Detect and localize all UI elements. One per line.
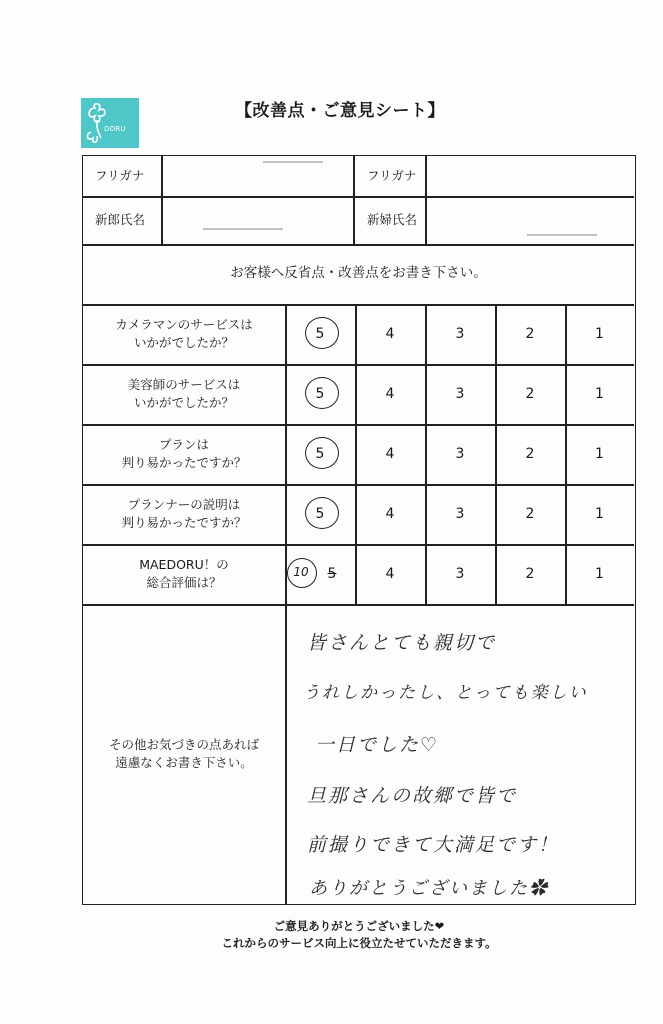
feedback-form [82, 155, 636, 905]
logo-text: DORU [104, 125, 126, 133]
comments-prompt: その他お気づきの点あれば 遠慮なくお書き下さい。 [108, 736, 259, 770]
bride-name-field [427, 198, 632, 242]
comments-area[interactable] [287, 606, 632, 902]
handwritten-score: 10 [293, 565, 309, 579]
score-option-2[interactable]: 2 [525, 446, 535, 462]
footer-thanks: ご意見ありがとうございました❤ [273, 919, 445, 933]
selected-score-circle [305, 497, 339, 529]
score-option-3[interactable]: 3 [455, 446, 465, 462]
score-option-4[interactable]: 4 [385, 446, 395, 462]
bride-name-label: 新婦氏名 [367, 211, 418, 227]
score-option-3[interactable]: 3 [455, 386, 465, 402]
score-option-5[interactable]: 5 [315, 446, 325, 462]
handwritten-line: 旦那さんの故郷で皆で [307, 785, 518, 807]
handwritten-line: 皆さんとても親切で [307, 632, 497, 654]
score-option-2[interactable]: 2 [525, 326, 535, 342]
score-option-2[interactable]: 2 [525, 566, 535, 582]
furigana-right-field [427, 158, 632, 194]
question-label: MAEDORU！の 総合評価は？ [139, 556, 229, 590]
score-option-5[interactable]: 5 [315, 386, 325, 402]
handwritten-line: 前撮りできて大満足です！ [307, 834, 560, 856]
score-option-4[interactable]: 4 [385, 566, 395, 582]
sheet-title: 【改善点・ご意見シート】 [235, 101, 445, 121]
score-option-1[interactable]: 1 [595, 506, 604, 522]
handwritten-line: ありがとうございました✿ [309, 878, 549, 899]
score-option-1[interactable]: 1 [595, 446, 604, 462]
question-label: カメラマンのサービスは いかがでしたか？ [115, 316, 253, 350]
score-option-2[interactable]: 2 [525, 506, 535, 522]
score-option-2[interactable]: 2 [525, 386, 535, 402]
score-option-4[interactable]: 4 [385, 326, 395, 342]
question-label: プランナーの説明は 判り易かったですか？ [121, 496, 247, 530]
furigana-label-left: フリガナ [95, 167, 145, 183]
score-option-1[interactable]: 1 [595, 566, 604, 582]
score-option-3[interactable]: 3 [455, 506, 465, 522]
question-label: プランは 判り易かったですか？ [121, 436, 247, 470]
question-label: 美容師のサービスは いかがでしたか？ [127, 376, 241, 410]
groom-name-field [163, 198, 351, 242]
footer-note: これからのサービス向上に役立たせていただきます。 [221, 936, 497, 950]
selected-score-circle [305, 437, 339, 469]
score-option-4[interactable]: 4 [385, 386, 395, 402]
selected-score-circle [305, 317, 339, 349]
selected-score-circle [305, 377, 339, 409]
score-option-3[interactable]: 3 [455, 566, 465, 582]
handwritten-line: 一日でした♡ [315, 734, 440, 756]
brand-logo [81, 98, 139, 148]
score-option-1[interactable]: 1 [595, 386, 604, 402]
score-option-3[interactable]: 3 [455, 326, 465, 342]
furigana-label-right: フリガナ [367, 167, 417, 183]
score-option-5[interactable]: 5 [327, 566, 337, 582]
score-option-1[interactable]: 1 [595, 326, 604, 342]
handwritten-line: うれしかったし、とっても楽しい [303, 683, 588, 703]
furigana-left-field [163, 158, 351, 194]
clover-icon [81, 98, 139, 148]
groom-name-label: 新郎氏名 [95, 211, 146, 227]
score-option-5[interactable]: 5 [315, 506, 325, 522]
instruction-text: お客様へ反省点・改善点をお書き下さい。 [230, 265, 487, 282]
score-option-4[interactable]: 4 [385, 506, 395, 522]
score-option-5[interactable]: 5 [315, 326, 325, 342]
